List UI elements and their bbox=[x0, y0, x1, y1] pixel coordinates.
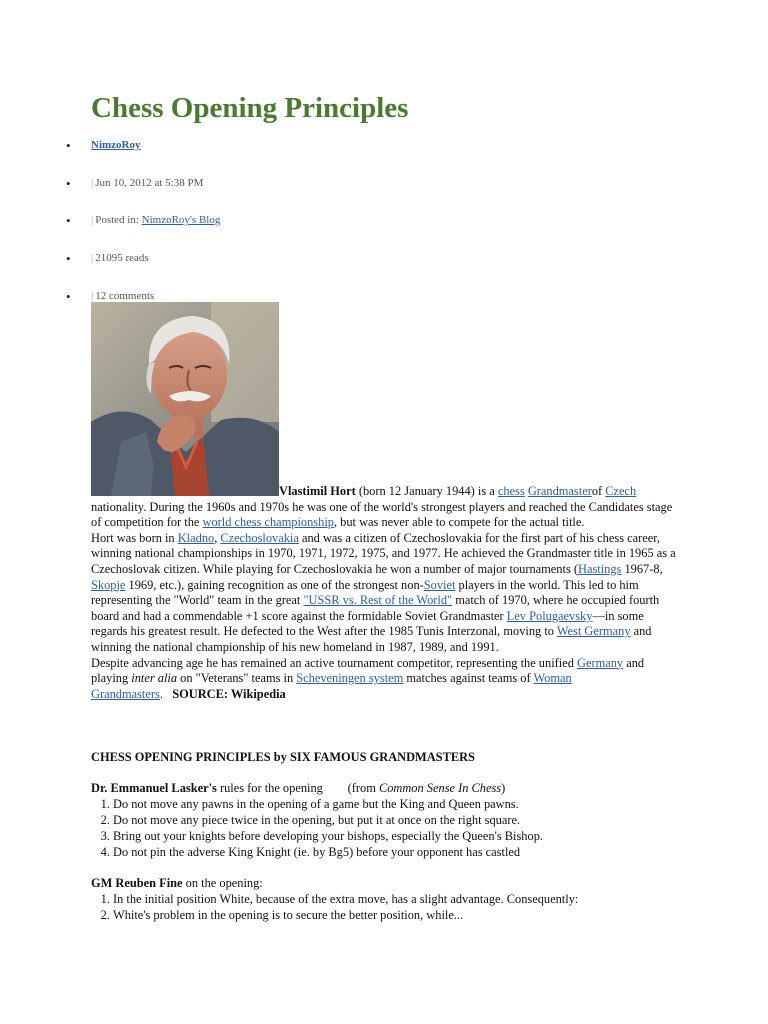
posted-in bbox=[91, 214, 220, 226]
bio-text-run: players in the world. This led to him representing the "World" team in the great bbox=[91, 577, 639, 608]
bio-name: Vlastimil Hort bbox=[279, 484, 356, 498]
bio-text-run: , but was never able to compete for the actual title. bbox=[333, 515, 585, 530]
lasker-rules-list bbox=[91, 796, 691, 860]
link-grandmaster[interactable]: Grandmaster bbox=[527, 484, 592, 498]
link-soviet[interactable]: Soviet bbox=[423, 577, 456, 592]
principles-heading: CHESS OPENING PRINCIPLES by SIX FAMOUS GRANDMASTERS bbox=[91, 750, 475, 764]
bullet-icon: • bbox=[66, 289, 71, 304]
list-item: 2. White's problem in the opening is to secure the better position, while... bbox=[113, 907, 691, 923]
bio-text-run: and was a citizen of Czechoslovakia for the first part of his chess career, winning national championships in 1970, 1971, 1972, 1975, and 1977. He achieved the Grandmaster title in 1965 as a Czechoslovak citizen. While playing for Czechoslovakia he won a number of major tournaments ( bbox=[91, 530, 676, 576]
link-polugaevsky[interactable]: Lev Polugaevsky bbox=[506, 608, 593, 623]
bio-text-run: —in some regards his greatest result. He defected to the West after the 1985 Tunis Interzonal, moving to bbox=[91, 608, 644, 639]
link-skopje[interactable]: Skopje bbox=[91, 577, 126, 592]
bio-text-run: . bbox=[159, 686, 173, 701]
bio-text bbox=[91, 484, 681, 702]
bio-text-run: of bbox=[591, 484, 606, 498]
meta-separator: | bbox=[91, 290, 94, 302]
list-item: 3. Bring out your knights before developing your bishops, especially the Queen's Bishop. bbox=[113, 828, 691, 844]
lasker-intro bbox=[91, 780, 691, 796]
bio-text-run: 1969, etc.), gaining recognition as one of the strongest non- bbox=[125, 577, 424, 592]
fine-intro bbox=[91, 875, 691, 891]
list-item: 1. Do not move any pawns in the opening of a game but the King and Queen pawns. bbox=[113, 796, 691, 812]
bio-text-run: (born 12 January 1944) is a bbox=[355, 484, 498, 498]
list-item: 4. Do not pin the adverse King Knight (ie. by Bg5) before your opponent has castled bbox=[113, 844, 691, 860]
reads-count bbox=[91, 252, 149, 264]
link-west-germany[interactable]: West Germany bbox=[556, 624, 631, 639]
link-czech[interactable]: Czech bbox=[605, 484, 637, 498]
bullet-icon: • bbox=[66, 138, 71, 153]
post-date bbox=[91, 177, 203, 189]
bullet-icon: • bbox=[66, 213, 71, 228]
hort-photo bbox=[91, 302, 279, 496]
list-item: 1. In the initial position White, because of the extra move, has a slight advantage. Consequently: bbox=[113, 891, 691, 907]
reads-count-text: 21095 reads bbox=[95, 252, 149, 264]
author-link[interactable]: NimzoRoy bbox=[91, 139, 141, 151]
bio-paragraph-3 bbox=[91, 656, 681, 703]
lasker-section bbox=[91, 780, 691, 860]
source-note: SOURCE: Wikipedia bbox=[172, 686, 286, 701]
list-item: 2. Do not move any piece twice in the opening, but put it at once on the right square. bbox=[113, 812, 691, 828]
meta-separator: | bbox=[91, 252, 94, 264]
bio-text-run: 1967-8, bbox=[621, 561, 663, 576]
bio-text-run: Hort was born in bbox=[91, 530, 178, 545]
bullet-icon: • bbox=[66, 251, 71, 266]
bio-text-run: and winning the national championship of his new homeland in 1987, 1989, and 1991. bbox=[91, 624, 652, 654]
link-germany[interactable]: Germany bbox=[577, 655, 624, 670]
bio-text-run: match of 1970, where he occupied fourth board and had a commendable +1 score against the formidable Soviet Grandmaster bbox=[91, 593, 660, 623]
comments-count-text: 12 comments bbox=[95, 290, 155, 302]
bio-text-run: , bbox=[214, 530, 221, 545]
bio-text-run: and playing bbox=[91, 655, 645, 686]
lasker-book: Common Sense In Chess bbox=[378, 781, 502, 795]
link-czechoslovakia[interactable]: Czechoslovakia bbox=[220, 530, 299, 545]
posted-in-label: Posted in: bbox=[95, 214, 142, 226]
bullet-icon: • bbox=[66, 176, 71, 191]
bio-text-run: Despite advancing age he has remained an active tournament competitor, representing the unified bbox=[91, 655, 577, 670]
link-woman-grandmasters[interactable]: Woman Grandmasters bbox=[91, 671, 572, 701]
lasker-intro-text: rules for the opening (from bbox=[216, 781, 379, 795]
blog-link[interactable]: NimzoRoy's Blog bbox=[141, 214, 221, 226]
link-kladno[interactable]: Kladno bbox=[177, 530, 215, 545]
lasker-intro-close: ) bbox=[501, 781, 506, 795]
link-chess[interactable]: chess bbox=[497, 484, 525, 498]
bio-text-run: matches against teams of bbox=[403, 671, 534, 686]
fine-section bbox=[91, 875, 691, 923]
inter-alia: inter alia bbox=[131, 671, 178, 686]
link-ussr-match[interactable]: "USSR vs. Rest of the World" bbox=[303, 593, 453, 608]
link-hastings[interactable]: Hastings bbox=[578, 561, 622, 576]
bio-text-run: nationality. During the 1960s and 1970s he was one of the world's strongest players and reached the Candidates stage of competition for the bbox=[91, 499, 673, 530]
page-title: Chess Opening Principles bbox=[91, 92, 409, 124]
meta-separator: | bbox=[91, 214, 94, 226]
meta-separator: | bbox=[91, 177, 94, 189]
bio-paragraph-2 bbox=[91, 531, 681, 656]
bio-text-run: on "Veterans" teams in bbox=[177, 671, 297, 686]
lasker-name: Dr. Emmanuel Lasker's bbox=[91, 781, 217, 795]
bio-paragraph-1 bbox=[91, 484, 681, 531]
post-date-text: Jun 10, 2012 at 5:38 PM bbox=[95, 177, 204, 189]
fine-rules-list bbox=[91, 891, 691, 923]
link-scheveningen[interactable]: Scheveningen system bbox=[296, 671, 404, 686]
comments-count bbox=[91, 290, 154, 302]
fine-intro-text: on the opening: bbox=[182, 876, 263, 890]
link-world-championship[interactable]: world chess championship bbox=[202, 515, 334, 530]
fine-name: GM Reuben Fine bbox=[91, 876, 183, 890]
